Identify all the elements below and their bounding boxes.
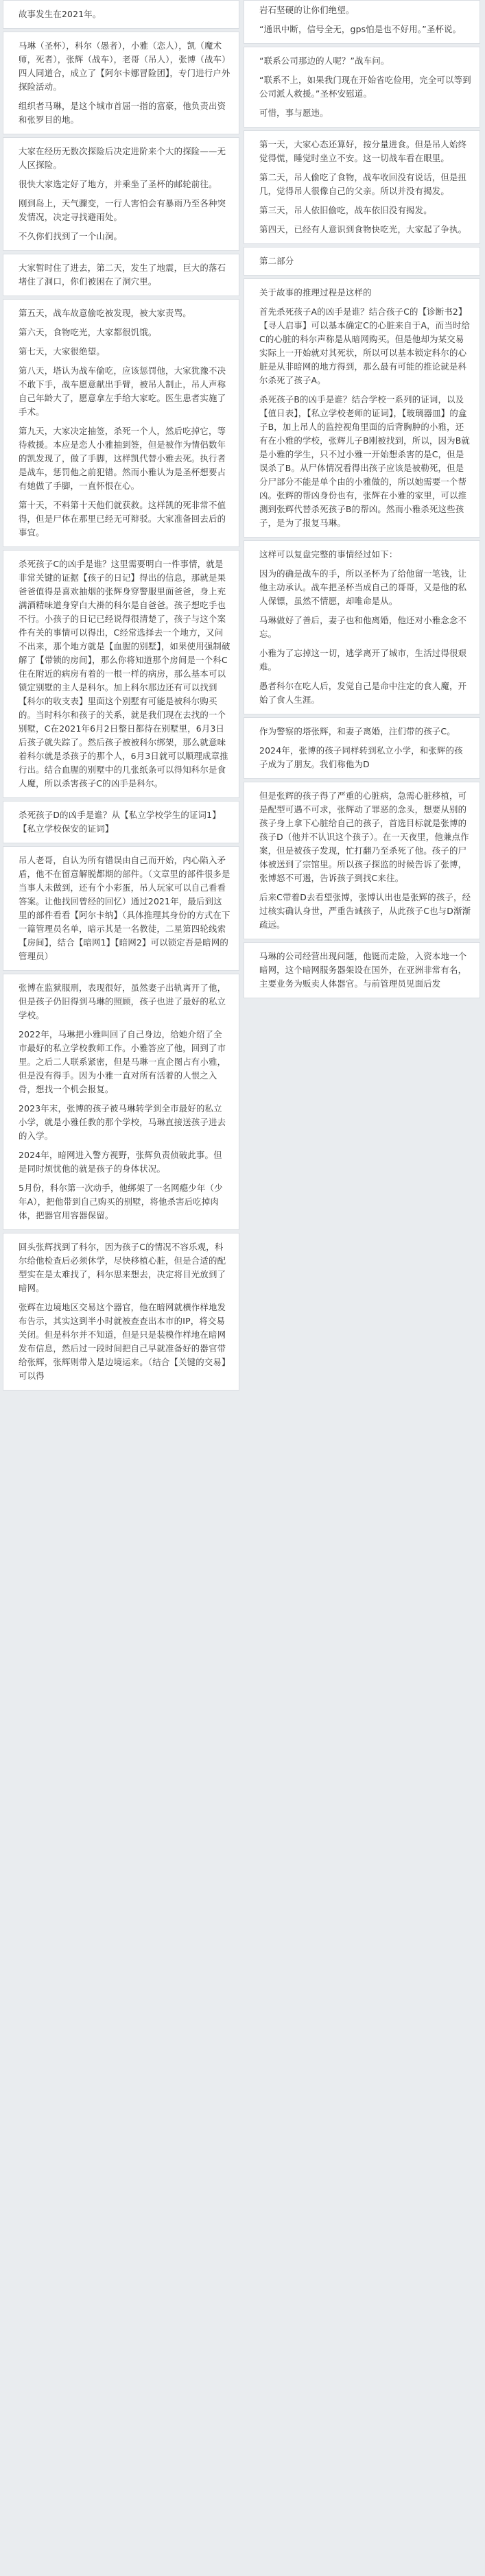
text-card [3,32,239,134]
section-heading-card [244,247,480,276]
paragraph: 杀死孩子B的凶手是谁？结合学校一系列的证词，以及【值日表】，【私立学校老师的证词】，【玻璃器皿】的盒子B，加上吊人的监控视角里面的后背胸肿的小雅，还有在小雅的学校，张辉儿子B刚被找到，所以，因为B就是小雅的学生，只不过小雅一开始想杀害的是C，但是误杀了B。从尸体情况看得出孩子应该是被勒死，但是分尸部分不能是单个由的小雅做的，所以她需要一个帮凶。张辉的帮凶身份也有，张辉在小雅的家里，可以推测到张辉代替杀死孩子B的帮凶。然而小雅杀死这些孩子，是为了报复马琳。 [259,394,470,528]
paragraph: 关于故事的推理过程是这样的 [259,287,372,298]
right-column [244,0,480,2576]
paragraph: 第一天，大家心态还算好，按分量进食。但是吊人始终觉得慌，睡觉时坐立不安。这一切战车看在眼里。 [259,139,467,163]
paragraph: 刚到岛上，天气骤变，一行人害怕会有暴雨乃至各种突发情况，决定寻找避雨处。 [19,198,226,222]
paragraph: 第六天，食物吃光，大家都很饥饿。 [19,327,157,337]
paragraph: 第七天，大家很绝望。 [19,346,105,357]
paragraph: 5月份，科尔第一次动手，他绑架了一名网瘾少年（少年A），把他带到自己购买的别墅，将他杀害后吃掉肉体，把器官用容器保留。 [19,1183,223,1220]
text-card [3,137,239,251]
left-column [3,0,239,2576]
text-card [244,942,480,998]
text-card [3,974,239,1230]
paragraph: “联系不上，如果我门现在开始省吃俭用，完全可以等到公司派人救援。”圣杯安慰道。 [259,75,471,99]
text-card [3,846,239,971]
text-card [3,801,239,843]
paragraph: 第八天，塔认为战车偷吃，应该惩罚他，大家犹豫不决不敢下手，战车愿意献出手臂，被吊人制止，吊人声称自己年龄大了，愿意拿左手给大家吃。医生患者实施了手术。 [19,365,226,417]
paragraph: 吊人老哥，自认为所有错误由自己而开始，内心陷入矛盾，他不在留意解脱都期的部件。（文章里的部件很多是当事人未做到，还有个小彩蛋，吊人玩家可以自己看看答案。让他找回曾经的回忆）通过2021年，最后到这里的部件看看【阿尔卡纳】（具体推理其身份的方式在下一篇管理员名单，暗示其是一名教徒，二星第四轮线索【房间】，结合【暗网1】【暗网2】可以锁定吾是暗网的管理员） [19,855,230,961]
paragraph: 愚者科尔在吃人后，发觉自己是命中注定的食人魔，开始了食人生涯。 [259,681,467,705]
text-card [244,278,480,538]
paragraph: 大家暂时住了进去，第二天，发生了地震，巨大的落石堵住了洞口，你们被困在了洞穴里。 [19,263,226,287]
paragraph: 第四天，已经有人意识到食物快吃光，大家起了争执。 [259,224,467,234]
paragraph: 因为的确是战车的手，所以圣杯为了给他留一笔钱，让他主动承认。战车把圣杯当成自己的哥哥，又是他的私人保镖，虽然不情愿，却唯命是从。 [259,568,467,606]
paragraph: 杀死孩子C的凶手是谁？这里需要明白一件事情，就是非常关键的证据【孩子的日记】得出的信息，那就是果爸爸值得是喜欢抽烟的张辉身穿警服里面爸爸，身上充满酒精味道身穿白大褂的科尔是自爸爸。孩子想吃手也不行。小孩子的日记已经说得很清楚了，孩子与这个案件有关的事情可以得出，C经常选择去一个地方，又问不出来，那个地方就是【血腥的别墅】，如果使用强制破解了【带锁的房间】，那么你将知道那个房间是一个科C住在附近的病房有着的一根一样的病房，那么基本可以锁定别墅的主人是科尔。加上科尔那边还有可以找到【科尔的收支表】里面这个别墅有可能是被科尔购买的。当时科尔和孩子的关系，就是我们现在去找的一个别墅，C在2021年6月2日整日都待在别墅里，6月3日后孩子就失踪了。然后孩子被被科尔绑架，那么就意味着科尔就是杀孩子的那个人，6月3日就可以顺理成章推行出。结合血腥的别墅中的几张纸条可以得知科尔是食人魔，所以杀害孩子C的凶手是科尔。 [19,559,230,789]
paragraph: 马琳的公司经营出现问题，他铤而走险，入资本地一个暗网，这个暗网服务器架设在国外，在亚洲非常有名，主要业务为贩卖人体器官。与前管理员见面后发 [259,951,467,989]
text-card [244,717,480,779]
paragraph: 2024年，张博的孩子同样转到私立小学，和张辉的孩子成为了朋友。我们称他为D [259,745,463,769]
paragraph: 大家在经历无数次探险后决定进阶来个大的探险——无人区探险。 [19,146,226,170]
paragraph: 故事发生在2021年。 [19,9,102,19]
paragraph: 第九天，大家决定抽签，杀死一个人，然后吃掉它，等待救援。本应是恋人小雅抽到签，但是被作为情侣数年的凯发现了，做了手脚，这样凯代替小雅去死。执行者是战车，惩罚他之前犯错。然而小雅认为是圣杯想要占有她做了手脚，一直怀恨在心。 [19,426,226,491]
text-card [244,47,480,128]
paragraph: 2022年，马琳把小雅叫回了自己身边，给她介绍了全市最好的私立学校教师工作。小雅答应了他，回到了市里。之后二人联系紧密，但是马琳一直企图占有小雅，但是没有得手。因为小雅一直对所有活着的人恨之入骨，想找一个机会报复。 [19,1029,226,1094]
paragraph: “通讯中断，信号全无，gps怕是也不好用。”圣杯说。 [259,24,462,34]
paragraph: 第二天，吊人偷吃了食物，战车收回没有说话，但是扭几，觉得吊人很像自己的父亲。所以并没有揭发。 [259,172,467,196]
paragraph: 杀死孩子D的凶手是谁？从【私立学校学生的证词1】【私立学校保安的证词】 [19,810,221,834]
text-card [3,254,239,296]
paragraph: 2024年，暗网进入警方视野，张辉负责侦破此事。但是同时烦忧他的就是孩子的身体状况。 [19,1150,222,1174]
paragraph: 很快大家选定好了地方，并乘坐了圣杯的邮轮前往。 [19,179,217,189]
paragraph: 2023年末，张博的孩子被马琳转学到全市最好的私立小学，就是小雅任教的那个学校，马琳直接送孩子进去的入学。 [19,1103,226,1141]
paragraph: 第三天，吊人依旧偷吃，战车依旧没有揭发。 [259,205,432,215]
paragraph: “联系公司那边的人呢？”战车问。 [259,56,390,66]
paragraph: 首先杀死孩子A的凶手是谁？结合孩子C的【诊断书2】【寻人启事】可以基本确定C的心脏来自于A，而当时给C的心脏的科尔声称是从暗网购买。但是他却为某交易实际上一开始就对其死状，所以可以基本锁定科尔的心脏是从非暗网的地方得到，那么最有可能的推论就是科尔杀死了孩子A。 [259,306,471,385]
text-card [3,299,239,547]
paragraph: 张辉在边境地区交易这个器官，他在暗网就横作样地发布告示，其实这到半小时就被查查出本市的IP，将交易关闭。但是科尔并不知道，但是只是装模作样地在暗网发布信息，然后过一段时间把自己早就准备好的器官带给张辉，张辉则带入是边境运来。（结合【关键的交易】可以得 [19,1302,230,1381]
paragraph: 回头张辉找到了科尔，因为孩子C的情况不容乐观，科尔给他检查后必须休学，尽快移植心脏，但是合适的配型实在是太难找了，科尔思来想去，决定将目光放到了暗网。 [19,1242,226,1293]
paragraph: 马琳做好了善后，妻子也和他离婚，他还对小雅念念不忘。 [259,615,467,639]
text-card [3,1233,239,1391]
text-card [244,782,480,939]
paragraph: 但是张辉的孩子得了严重的心脏病，急需心脏移植，可是配型可遇不可求，张辉动了罪恶的念头，想要从别的孩子身上拿下心脏给自己的孩子，首选目标就是张博的孩子D（他并不认识这个孩子）。在一天夜里，他兼点作案，但是被孩子发现，忙打翻乃至杀死了他。孩子的尸体被送到了宗馆里。所以孩子探监的时候告诉了张博，张博怒不可遏，告诉孩子到找C来往。 [259,791,469,883]
paragraph: 这样可以复盘完整的事情经过如下： [259,549,398,559]
paragraph: 不久你们找到了一个山洞。 [19,231,123,241]
text-card [3,0,239,29]
text-card [244,130,480,244]
paragraph: 岩石坚硬的让你们绝望。 [259,5,355,15]
paragraph: 小雅为了忘掉这一切，逃学离开了城市，生活过得很艰难。 [259,648,467,672]
paragraph: 第五天，战车故意偷吃被发现，被大家责骂。 [19,308,191,318]
paragraph: 组织者马琳，是这个城市首屈一指的富豪，他负责出资和张罗目的地。 [19,101,226,125]
text-card [244,0,480,44]
paragraph: 张博在监狱服刑，表现很好，虽然妻子出轨离开了他，但是孩子仍旧得到马琳的照顾，孩子也进了最好的私立学校。 [19,983,226,1020]
text-card [244,540,480,714]
paragraph: 马琳（圣杯），科尔（愚者），小雅（恋人），凯（魔术师，死者），张辉（战车），老哥（吊人），张博（战车）四人同道合，成立了【阿尔卡娜冒险团】，专门进行户外探险活动。 [19,40,230,92]
paragraph: 第十天，不料第十天他们就获救。这样凯的死非常不值得，但是尸体在那里已经无可辩驳。大家准备回去后的事宜。 [19,500,226,538]
paragraph: 可惜，事与愿违。 [259,108,329,118]
paragraph: 后来C带着D去看望张博，张博认出也是张辉的孩子，经过核实确认身世，严重告诫孩子，从此孩子C也与D渐渐疏远。 [259,892,471,930]
section-title: 第二部分 [259,256,294,266]
paragraph: 作为警察的塔张辉，和妻子离婚，注们带的孩子C。 [259,726,456,736]
text-card [3,550,239,798]
